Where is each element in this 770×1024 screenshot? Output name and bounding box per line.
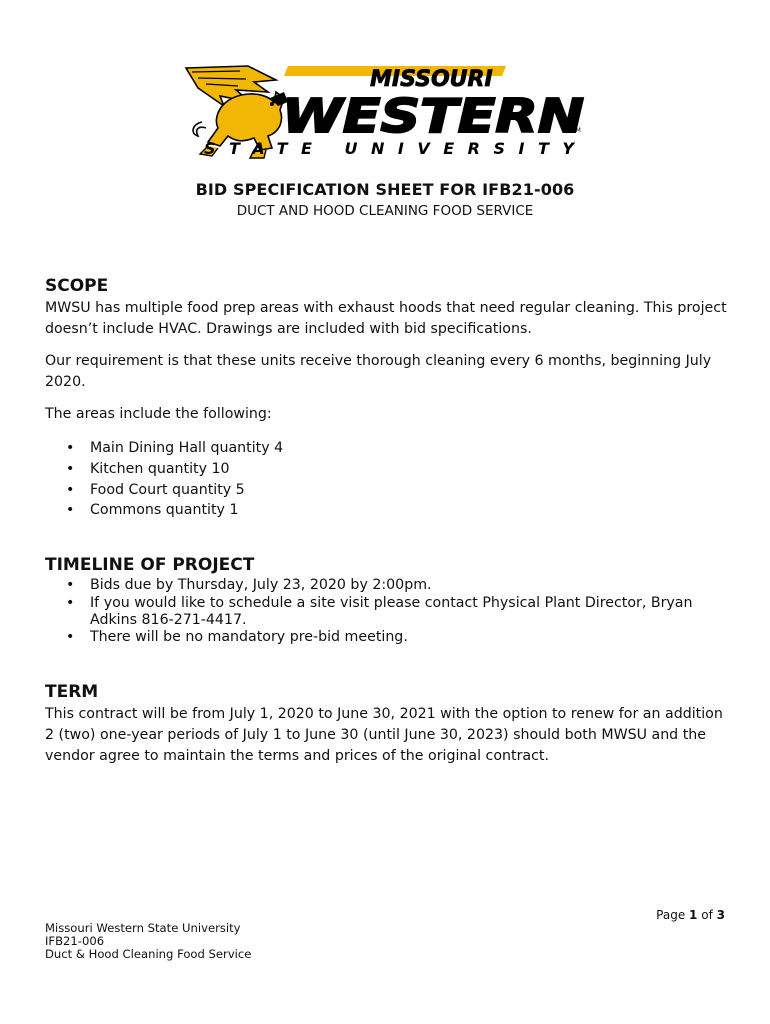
page-label: Page bbox=[656, 908, 686, 922]
wordmark-state-university: STATE UNIVERSITY bbox=[204, 139, 574, 158]
scope-paragraph-1: MWSU has multiple food prep areas with exhaust hoods that need regular cleaning. This project doesn’t include HVAC. Drawings are included with bid specifications. bbox=[45, 300, 727, 337]
wordmark-missouri: MISSOURI bbox=[370, 67, 493, 92]
scope-heading: SCOPE bbox=[45, 276, 109, 296]
wordmark-western: WESTERN bbox=[282, 89, 584, 143]
term-paragraph: This contract will be from July 1, 2020 to June 30, 2021 with the option to renew for an addition 2 (two) one-year periods of July 1 to June 30 (until June 30, 2023) should both MWSU and the vendor agree to maintain the terms and prices of the original contract. bbox=[45, 705, 723, 764]
trademark-mark: TM bbox=[572, 127, 581, 134]
list-item: • Kitchen quantity 10 bbox=[45, 459, 735, 480]
term-heading: TERM bbox=[45, 681, 99, 702]
footer-line-1: Missouri Western State University bbox=[45, 921, 241, 935]
page-number bbox=[656, 908, 725, 922]
university-logo bbox=[184, 62, 586, 162]
document-body bbox=[45, 274, 735, 767]
page-total: 3 bbox=[716, 908, 725, 922]
page-footer bbox=[45, 922, 251, 960]
timeline-heading: TIMELINE OF PROJECT bbox=[45, 555, 255, 576]
footer-line-2: IFB21-006 bbox=[45, 933, 105, 948]
document-subtitle: DUCT AND HOOD CLEANING FOOD SERVICE bbox=[236, 203, 534, 219]
list-item: • Commons quantity 1 bbox=[45, 500, 735, 521]
list-item: • There will be no mandatory pre-bid meeting. bbox=[45, 629, 735, 646]
document-header bbox=[0, 180, 770, 219]
scope-paragraph-2: Our requirement is that these units receive thorough cleaning every 6 months, beginning July 2020. bbox=[45, 353, 712, 390]
page-current: 1 bbox=[689, 908, 698, 922]
areas-list bbox=[45, 438, 735, 521]
list-item: • If you would like to schedule a site visit please contact Physical Plant Director, Bryan Adkins 816-271-4417. bbox=[45, 595, 735, 630]
list-item: • Bids due by Thursday, July 23, 2020 by 2:00pm. bbox=[45, 577, 735, 594]
scope-paragraph-3: The areas include the following: bbox=[45, 406, 272, 422]
list-item: • Main Dining Hall quantity 4 bbox=[45, 438, 735, 459]
list-item: • Food Court quantity 5 bbox=[45, 480, 735, 501]
document-title: BID SPECIFICATION SHEET FOR IFB21-006 bbox=[195, 180, 575, 199]
page-of: of bbox=[701, 908, 713, 922]
timeline-list bbox=[45, 577, 735, 647]
footer-line-3: Duct & Hood Cleaning Food Service bbox=[45, 946, 252, 961]
